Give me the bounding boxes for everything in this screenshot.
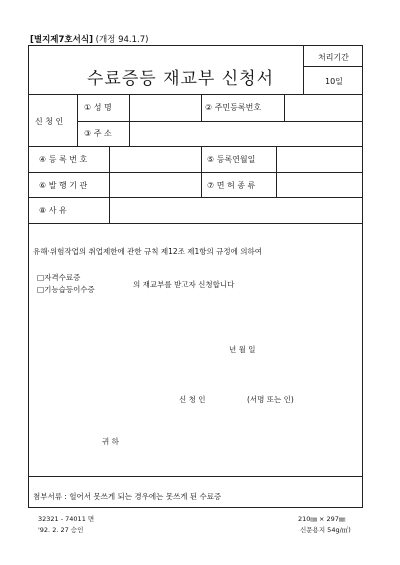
date-line: 년 월 일 xyxy=(229,345,256,354)
reg-no-field[interactable] xyxy=(110,147,200,171)
recipient-line: 귀 하 xyxy=(102,437,119,446)
issuer-label: ⑥ 발 행 기 관 xyxy=(39,181,88,190)
statement-line1: 유해·위험작업의 취업제한에 관한 규칙 제12조 제1항의 규정에 의하여 xyxy=(33,247,263,256)
address-label: ③ 주 소 xyxy=(84,129,112,138)
reg-no-label: ④ 등 록 번 호 xyxy=(39,155,88,164)
footer-paper-size: 210㎜ × 297㎜ xyxy=(298,515,346,523)
footer-paper-type: 신문용지 54g/㎡) xyxy=(300,526,351,534)
option-skill-certificate[interactable]: □기능습등이수증 xyxy=(37,285,95,294)
name-label: ① 성 명 xyxy=(84,103,112,112)
reg-date-field[interactable] xyxy=(277,147,361,171)
reg-date-label: ⑤ 등록연월일 xyxy=(207,155,256,164)
statement-line2: 의 재교부를 받고자 신청합니다 xyxy=(133,280,235,289)
license-type-label: ⑦ 면 허 종 류 xyxy=(207,181,256,190)
form-id: [별지제7호서식] xyxy=(30,35,93,45)
address-field[interactable] xyxy=(130,122,361,145)
footer-approval-date: '92. 2. 27 승인 xyxy=(38,526,84,534)
issuer-field[interactable] xyxy=(110,173,200,196)
rrn-label: ② 주민등록번호 xyxy=(205,103,262,112)
option-qualification[interactable]: □자격수료증 xyxy=(37,273,81,282)
reason-label: ⑧ 사 유 xyxy=(39,206,67,215)
name-field[interactable] xyxy=(130,95,200,120)
form-number-label xyxy=(30,33,148,45)
application-form xyxy=(28,45,363,508)
applicant-sign-label: 신 청 인 xyxy=(179,395,206,404)
form-title: 수료증등 재교부 신청서 xyxy=(87,69,275,89)
footer-approval-no: 32321 - 74011 면 xyxy=(38,515,95,523)
reason-field[interactable] xyxy=(110,198,361,222)
signature-note: (서명 또는 인) xyxy=(247,395,294,404)
license-type-field[interactable] xyxy=(277,173,361,196)
attachment-note: 첨부서류 : 헐어서 못쓰게 되는 경우에는 못쓰게 된 수료증 xyxy=(33,492,222,501)
rrn-field[interactable] xyxy=(285,95,361,120)
revision-note: (개정 94.1.7) xyxy=(95,35,149,45)
applicant-group-label: 신 청 인 xyxy=(35,117,64,126)
processing-period-value: 10일 xyxy=(325,77,343,86)
processing-period-label: 처리기간 xyxy=(318,53,349,62)
